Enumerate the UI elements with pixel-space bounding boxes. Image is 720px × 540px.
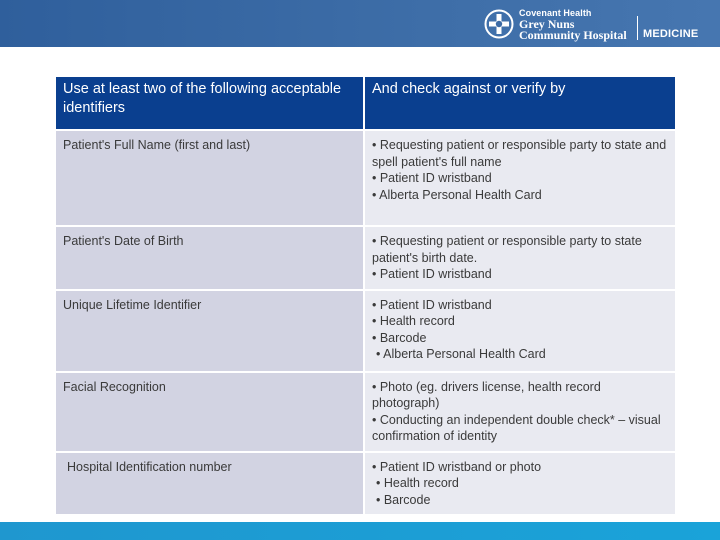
identifier-cell: Unique Lifetime Identifier: [55, 290, 364, 372]
verify-item: • Conducting an independent double check* – visual confirmation of identity: [372, 412, 661, 443]
identifier-cell: Patient's Full Name (first and last): [55, 130, 364, 226]
verify-cell: [364, 130, 676, 226]
table-header-row: [55, 76, 676, 130]
verify-item: • Patient ID wristband: [372, 297, 492, 312]
table-row: [55, 372, 676, 452]
verify-cell: [364, 372, 676, 452]
verify-item: • Barcode: [372, 330, 427, 345]
brand-name: Covenant Health: [519, 7, 592, 18]
verify-item: • Alberta Personal Health Card: [376, 347, 546, 361]
verify-cell: [364, 452, 676, 516]
col1-header: Use at least two of the following acceptable identifiers: [55, 76, 364, 130]
identifiers-table: [54, 75, 677, 516]
verify-item: • Requesting patient or responsible party to state and spell patient's full name: [372, 138, 667, 169]
verify-cell: [364, 226, 676, 290]
verify-item: • Alberta Personal Health Card: [372, 187, 542, 202]
hospital-name-line2: Community Hospital: [519, 27, 627, 42]
verify-item: • Photo (eg. drivers license, health record photograph): [372, 379, 601, 410]
col2-header: And check against or verify by: [364, 76, 676, 130]
verify-item: • Patient ID wristband or photo: [372, 459, 542, 474]
table-row: [55, 290, 676, 372]
department-label: MEDICINE: [643, 28, 699, 40]
identifier-text: Hospital Identification number: [67, 459, 232, 474]
logo-text: [519, 8, 627, 41]
cross-logo-icon: [484, 9, 514, 39]
logo-divider: [637, 16, 638, 40]
hospital-name-line1: Grey Nuns: [519, 16, 575, 31]
verify-item: • Requesting patient or responsible party to state patient's birth date.: [372, 234, 642, 265]
verify-item: • Barcode: [376, 492, 431, 507]
verify-item: • Health record: [372, 314, 455, 328]
verify-item: • Health record: [376, 476, 459, 490]
verify-item: • Patient ID wristband: [372, 171, 492, 185]
footer-bar: [0, 522, 720, 540]
header-bar: [0, 0, 720, 47]
identifier-cell: Patient's Date of Birth: [55, 226, 364, 290]
table-row: [55, 226, 676, 290]
identifier-cell: [55, 452, 364, 516]
table-row: [55, 452, 676, 516]
identifier-cell: Facial Recognition: [55, 372, 364, 452]
verify-item: • Patient ID wristband: [372, 267, 492, 281]
hospital-logo: [484, 6, 627, 42]
table-row: [55, 130, 676, 226]
verify-cell: [364, 290, 676, 372]
